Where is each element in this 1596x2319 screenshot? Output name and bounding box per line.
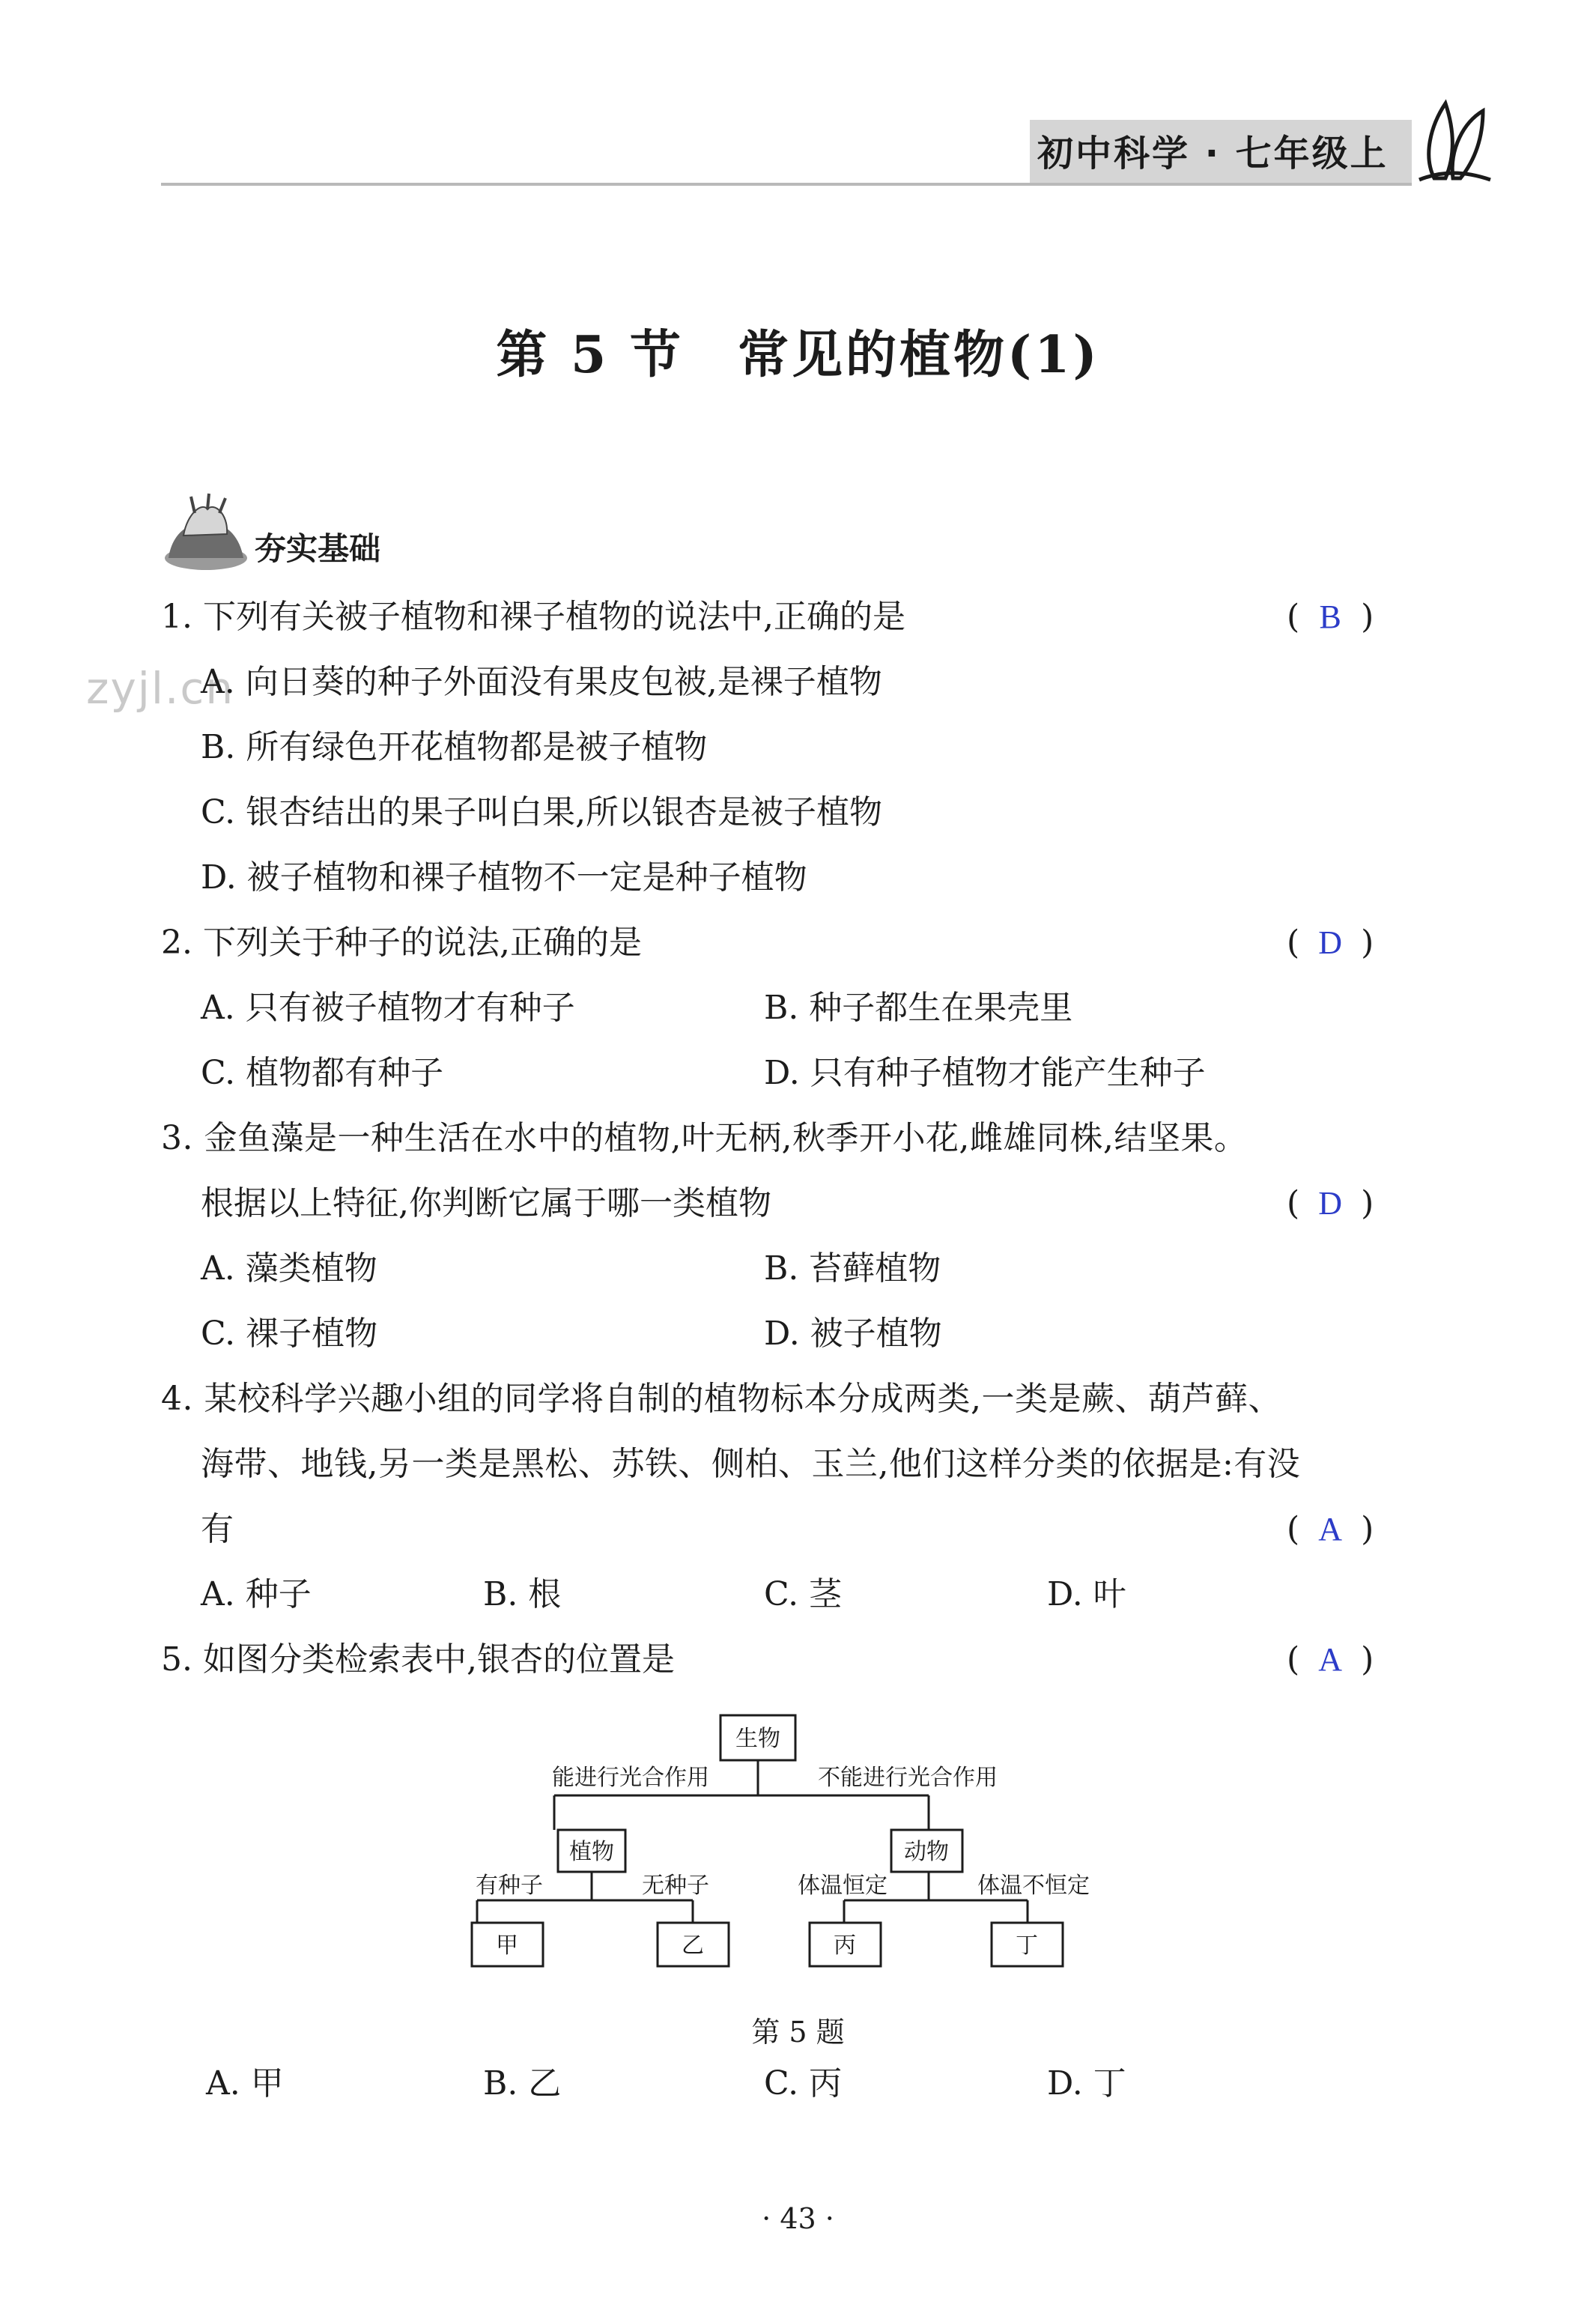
leaf-ding: 丁 [1016, 1932, 1038, 1959]
question-4-stem-line-1: 4. 某校科学兴趣小组的同学将自制的植物标本分成两类,一类是蕨、葫芦藓、 [161, 1380, 1281, 1418]
question-4-stem-line-3: 有 [201, 1510, 234, 1548]
question-3-option-c: C. 裸子植物 [201, 1315, 378, 1353]
plant-left-label: 有种子 [476, 1873, 543, 1899]
answer-letter: D [1318, 924, 1343, 961]
root-label: 生物 [735, 1726, 780, 1752]
question-4-option-a: A. 种子 [201, 1575, 312, 1613]
left-branch-label: 能进行光合作用 [552, 1765, 709, 1791]
leaf-yi: 乙 [682, 1932, 704, 1959]
answer-letter: D [1318, 1185, 1343, 1222]
question-1-option-b: B. 所有绿色开花植物都是被子植物 [201, 728, 708, 766]
question-5-answer: ( A ) [1287, 1640, 1374, 1679]
question-2-option-a: A. 只有被子植物才有种子 [201, 989, 575, 1027]
question-3-option-b: B. 苔藓植物 [764, 1249, 941, 1288]
animal-right-label: 体温不恒定 [977, 1873, 1090, 1899]
classification-key-diagram [449, 1697, 1138, 1989]
rock-garden-icon [161, 491, 251, 573]
section-heading: 夯实基础 [255, 530, 381, 567]
figure-caption: 第 5 题 [751, 2016, 845, 2049]
answer-letter: B [1319, 598, 1341, 635]
question-1-stem: 1. 下列有关被子植物和裸子植物的说法中,正确的是 [161, 598, 905, 636]
question-1-option-c: C. 银杏结出的果子叫白果,所以银杏是被子植物 [201, 793, 883, 831]
question-3-option-a: A. 藻类植物 [201, 1249, 377, 1288]
leaf-bing: 丙 [834, 1932, 856, 1959]
question-2-option-c: C. 植物都有种子 [201, 1054, 444, 1092]
animal-label: 动物 [904, 1839, 949, 1865]
animal-left-label: 体温恒定 [798, 1873, 887, 1899]
page-title: 第 5 节 常见的植物(1) [496, 325, 1100, 385]
right-branch-label: 不能进行光合作用 [818, 1765, 998, 1791]
question-4-option-c: C. 茎 [764, 1575, 843, 1613]
question-1-answer: ( B ) [1287, 598, 1374, 636]
question-3-answer: ( D ) [1287, 1184, 1374, 1222]
question-3-stem-line-2: 根据以上特征,你判断它属于哪一类植物 [201, 1184, 771, 1222]
header-title: 初中科学 · 七年级上 [1037, 133, 1389, 175]
header-rule [161, 183, 1412, 186]
question-2-option-d: D. 只有种子植物才能产生种子 [764, 1054, 1206, 1092]
question-3-stem-line-1: 3. 金鱼藻是一种生活在水中的植物,叶无柄,秋季开小花,雌雄同株,结坚果。 [161, 1119, 1248, 1157]
question-5-option-c: C. 丙 [764, 2064, 843, 2103]
answer-letter: A [1318, 1641, 1343, 1678]
watermark: zyjl.cn [86, 663, 235, 714]
answer-letter: A [1318, 1511, 1343, 1547]
question-4-stem-line-2: 海带、地钱,另一类是黑松、苏铁、侧柏、玉兰,他们这样分类的依据是:有没 [201, 1445, 1301, 1483]
question-2-answer: ( D ) [1287, 924, 1374, 962]
question-2-stem: 2. 下列关于种子的说法,正确的是 [161, 924, 642, 962]
plant-label: 植物 [569, 1839, 614, 1865]
question-4-option-b: B. 根 [483, 1575, 562, 1613]
page-number: · 43 · [762, 2202, 834, 2235]
question-3-option-d: D. 被子植物 [764, 1315, 942, 1353]
question-5-option-b: B. 乙 [483, 2064, 562, 2103]
question-5-option-d: D. 丁 [1047, 2064, 1126, 2103]
question-1-option-d: D. 被子植物和裸子植物不一定是种子植物 [201, 858, 807, 897]
leaf-jia: 甲 [496, 1932, 518, 1959]
question-5-stem: 5. 如图分类检索表中,银杏的位置是 [161, 1640, 675, 1679]
question-2-option-b: B. 种子都生在果壳里 [764, 989, 1073, 1027]
question-1-option-a: A. 向日葵的种子外面没有果皮包被,是裸子植物 [201, 663, 882, 701]
tree-logo-icon [1412, 96, 1494, 186]
question-4-answer: ( A ) [1287, 1510, 1374, 1548]
question-4-option-d: D. 叶 [1047, 1575, 1126, 1613]
plant-right-label: 无种子 [642, 1873, 709, 1899]
question-5-option-a: A. 甲 [206, 2064, 284, 2103]
